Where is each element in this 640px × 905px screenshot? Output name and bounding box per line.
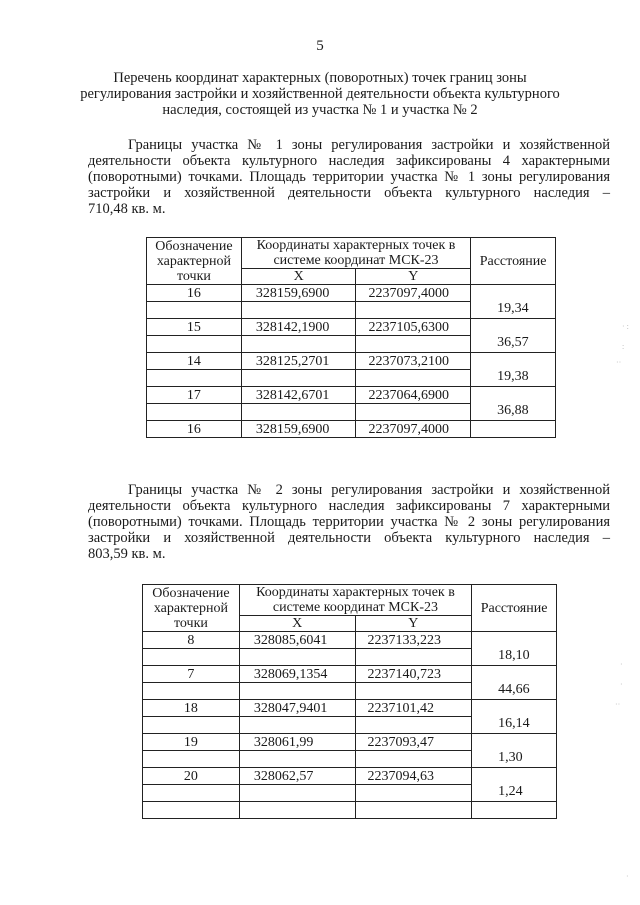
empty-cell — [355, 649, 472, 666]
header-text: системе координат МСК-23 — [272, 600, 439, 615]
header-text: системе координат МСК-23 — [273, 253, 439, 268]
header-text: точки — [173, 615, 208, 631]
empty-cell — [355, 717, 472, 734]
distance-cell — [472, 784, 557, 819]
paragraph-line: застройки и хозяйственной деятельности объекта культурного наследия – — [88, 530, 610, 546]
paragraph-line: деятельности объекта культурного наследия зафиксированы 4 характерными — [88, 153, 610, 169]
empty-cell — [241, 302, 356, 319]
table-header-row — [143, 585, 557, 616]
empty-cell — [239, 649, 355, 666]
title-line: наследия, состоящей из участка № 1 и участка № 2 — [162, 102, 478, 118]
y-cell: 2237093,47 — [355, 734, 472, 751]
paragraph-line: (поворотными) точками. Площадь территории участка № 1 зоны регулирования — [88, 169, 610, 185]
point-id-cell: 15 — [147, 319, 242, 336]
header-x-label: X — [241, 269, 356, 285]
y-cell: 2237064,6900 — [356, 387, 471, 404]
distance-cell — [471, 403, 556, 438]
point-id-cell: 14 — [147, 353, 242, 370]
x-cell: 328069,1354 — [239, 666, 355, 683]
header-point-label — [143, 585, 240, 632]
empty-cell — [143, 683, 240, 700]
scan-artifact: · : — [622, 322, 629, 331]
table-row — [147, 421, 556, 438]
empty-cell — [241, 404, 356, 421]
title-line: Перечень координат характерных (поворотных) точек границ зоны — [113, 70, 527, 86]
empty-cell — [147, 370, 242, 387]
paragraph-line: застройки и хозяйственной деятельности объекта культурного наследия – — [88, 185, 610, 201]
distance-value: 19,34 — [497, 301, 529, 316]
point-id-cell: 8 — [143, 632, 240, 649]
table-row — [147, 285, 556, 302]
x-cell: 328142,6701 — [241, 387, 356, 404]
table-row — [143, 666, 557, 683]
point-id-cell: 18 — [143, 700, 240, 717]
paragraph-line: Границы участка № 2 зоны регулирования застройки и хозяйственной — [128, 482, 610, 498]
header-text: Обозначение — [152, 585, 230, 601]
empty-cell — [239, 717, 355, 734]
scan-artifact: ·· — [616, 358, 622, 367]
empty-cell — [239, 785, 355, 802]
empty-cell — [143, 785, 240, 802]
table-header-row — [147, 238, 556, 269]
distance-value: 36,88 — [497, 403, 529, 418]
scan-artifact: · — [620, 680, 623, 689]
y-cell: 2237097,4000 — [356, 421, 471, 438]
header-distance-label: Расстояние — [472, 585, 557, 632]
empty-cell — [147, 404, 242, 421]
header-text: характерной — [153, 600, 228, 616]
x-cell: 328061,99 — [239, 734, 355, 751]
header-text: Обозначение — [155, 238, 233, 254]
empty-cell — [239, 751, 355, 768]
header-distance-label: Расстояние — [471, 238, 556, 285]
scan-artifact: : — [622, 342, 625, 351]
header-point-label — [147, 238, 242, 285]
empty-cell — [241, 336, 356, 353]
distance-value: 16,14 — [498, 716, 530, 731]
section2-coordinates-table — [142, 584, 557, 819]
table-row — [143, 802, 557, 819]
x-cell: 328159,6900 — [241, 421, 356, 438]
point-id-cell: 16 — [147, 421, 242, 438]
distance-value: 36,57 — [497, 335, 529, 350]
x-cell: 328125,2701 — [241, 353, 356, 370]
empty-cell — [355, 802, 472, 819]
scan-artifact: · — [626, 872, 629, 881]
table-row — [147, 353, 556, 370]
header-text: характерной — [156, 253, 231, 269]
y-cell: 2237140,723 — [355, 666, 472, 683]
y-cell: 2237073,2100 — [356, 353, 471, 370]
point-id-cell: 20 — [143, 768, 240, 785]
section1-paragraph — [88, 137, 610, 217]
distance-value: 1,30 — [498, 750, 523, 765]
table-row — [147, 319, 556, 336]
empty-cell — [143, 802, 240, 819]
y-cell: 2237094,63 — [355, 768, 472, 785]
empty-cell — [356, 336, 471, 353]
scan-artifact: ·· — [615, 700, 621, 709]
section1-coordinates-table — [146, 237, 556, 438]
section2-paragraph — [88, 482, 610, 562]
point-id-cell: 19 — [143, 734, 240, 751]
empty-cell — [239, 683, 355, 700]
empty-cell — [355, 751, 472, 768]
empty-cell — [239, 802, 355, 819]
table-row — [143, 632, 557, 649]
header-text: Координаты характерных точек в — [256, 585, 455, 600]
distance-value: 18,10 — [498, 648, 530, 663]
header-text: Координаты характерных точек в — [256, 238, 456, 253]
empty-cell — [143, 717, 240, 734]
header-coordinates-label — [241, 238, 470, 269]
distance-value: 19,38 — [497, 369, 529, 384]
empty-cell — [147, 302, 242, 319]
empty-cell — [241, 370, 356, 387]
empty-cell — [356, 370, 471, 387]
x-cell: 328047,9401 — [239, 700, 355, 717]
empty-cell — [355, 683, 472, 700]
paragraph-line: Границы участка № 1 зоны регулирования застройки и хозяйственной — [128, 137, 610, 153]
distance-value: 1,24 — [498, 784, 523, 799]
empty-cell — [355, 785, 472, 802]
paragraph-line: 803,59 кв. м. — [88, 546, 166, 562]
x-cell: 328142,1900 — [241, 319, 356, 336]
table-row — [143, 768, 557, 785]
empty-cell — [356, 404, 471, 421]
table-row — [147, 387, 556, 404]
empty-cell — [147, 336, 242, 353]
header-coordinates-label — [239, 585, 471, 616]
title-line: регулирования застройки и хозяйственной деятельности объекта культурного — [80, 86, 560, 102]
point-id-cell: 17 — [147, 387, 242, 404]
scan-artifact: · — [620, 660, 623, 669]
y-cell: 2237133,223 — [355, 632, 472, 649]
document-title — [80, 70, 560, 118]
x-cell: 328062,57 — [239, 768, 355, 785]
point-id-cell: 7 — [143, 666, 240, 683]
empty-cell — [143, 649, 240, 666]
paragraph-line: деятельности объекта культурного наследия зафиксированы 7 характерными — [88, 498, 610, 514]
empty-cell — [356, 302, 471, 319]
header-y-label: Y — [355, 616, 472, 632]
empty-cell — [143, 751, 240, 768]
header-y-label: Y — [356, 269, 471, 285]
header-text: точки — [176, 268, 211, 284]
table-row — [143, 734, 557, 751]
table-row — [143, 700, 557, 717]
y-cell: 2237105,6300 — [356, 319, 471, 336]
paragraph-line: (поворотными) точками. Площадь территории участка № 2 зоны регулирования — [88, 514, 610, 530]
y-cell: 2237097,4000 — [356, 285, 471, 302]
y-cell: 2237101,42 — [355, 700, 472, 717]
paragraph-line: 710,48 кв. м. — [88, 201, 166, 217]
x-cell: 328085,6041 — [239, 632, 355, 649]
x-cell: 328159,6900 — [241, 285, 356, 302]
page-number: 5 — [316, 38, 324, 54]
header-x-label: X — [239, 616, 355, 632]
point-id-cell: 16 — [147, 285, 242, 302]
distance-value: 44,66 — [498, 682, 530, 697]
